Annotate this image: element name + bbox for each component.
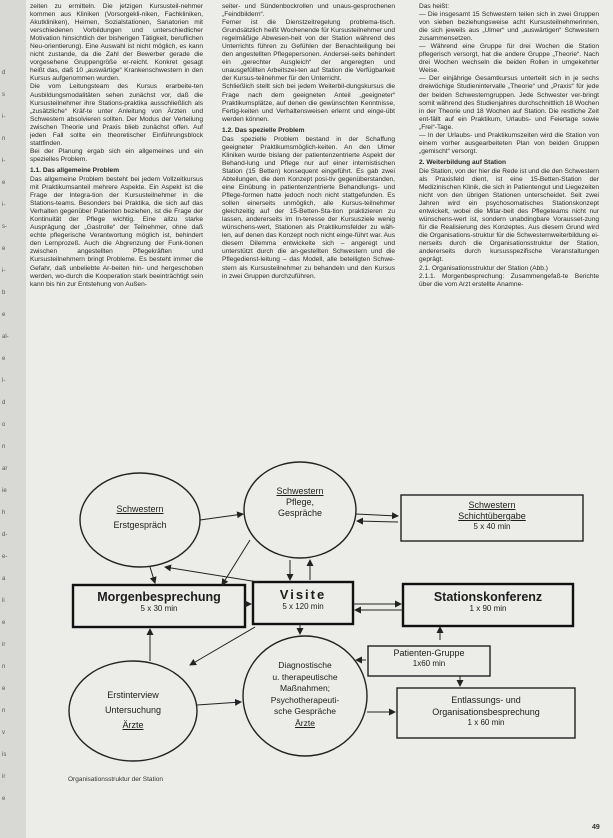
paragraph: zeiten zu ermitteln. Die jetzigen Kursusteil-nehmer kommen aus Kliniken (Vorsorgekli-niken, Fachkliniken, Akutkliniken), Heimen, Sozialstationen, Sanatorien mit verschiedenen Vorbildungen und unterschiedlicher Motivation hinsichtlich der bisherigen Tätigkeit, beruflichen Neu-orientierung). Eine Auswahl ist nicht möglich, es kann nicht zustande, da die Zahl der Bewerber gerade die vorgesehene Gruppengröße er-reicht. Konkret gesagt heißt das, daß 10 „auswärtige“ Krankenschwestern in den Kursus aufgenommen wurden.: [30, 3, 203, 83]
gutter-fragment: ir: [2, 774, 6, 780]
figure-caption: Organisationsstruktur der Station: [68, 776, 164, 783]
gutter-fragment: e: [2, 180, 6, 186]
gutter-fragment: li: [2, 598, 5, 604]
paragraph: Die Station, von der hier die Rede ist und die den Schwestern als Praxisfeld dient, ist eine 15-Betten-Station der Medizinischen Klinik, die sich in Patientengut und Liegezeiten nicht von den übrigen Stationen unterscheidet. Seit zwei Jahren wird ein psychosomatisches Stationskonzept entwickelt, wobei die Mitar-beit des Pflegeteams nicht nur wünschens-wert ist, sondern unabdingbare Vorausset-zung für die Realisierung des Konzeptes. Aus diesem Grund wird die Organisations-struktur für die Schwesternweiterbildung ei-nerseits durch die Organisationsstruktur der Station, andererseits durch kursusspezifische Veranstaltungen geprägt.: [419, 167, 599, 264]
gutter-fragment: i-: [2, 158, 6, 164]
paragraph: Das allgemeine Problem besteht bei jedem Vollzeitkursus mit Praktikumsanteil mehrere Aspekte. Ein Aspekt ist die Frage der Integra-tion der Kursusteilnehmer in die Stations-teams. Besonders bei Praktika, die sich auf das Verhalten gegenüber Patienten beziehen, ist die Frage der Kontinuität der Pflege wichtig. Eine allzu starke Ausprägung der „Gastrolle“ der Teilnehmer, ohne daß echte pflegerische Verantwortung möglich ist, behindert den Lernprozeß. Auch die Abgrenzung der Funk-tionen zwischen angestellten Pflegekräften und Kursusteilnehmern bringt Probleme. Es besteht immer die Gefahr, daß unbeliebte Ar-beiten hin- und hergeschoben werden, wo-durch die Kooperation stark beeinträchtigt sein kann bis hin zur Entstehung von Außen-: [30, 175, 203, 288]
paragraph: Das heißt:: [419, 3, 450, 10]
paragraph: seiter- und Sündenbockrollen und unaus-gesprochenen „Feindbildern“.: [222, 3, 395, 19]
schichtuebergabe-label: Schwestern Schichtübergabe 5 x 40 min: [458, 500, 526, 531]
section-heading: 1.2. Das spezielle Problem: [222, 126, 305, 134]
gutter-fragment: ir: [2, 642, 6, 648]
gutter-fragment: e: [2, 686, 6, 692]
gutter-fragment: d: [2, 400, 6, 406]
gutter-fragment: e: [2, 796, 6, 802]
paragraph: Schließlich stellt sich bei jedem Weiterbil-dungskursus die Frage nach dem geeigneten Anteil „geeigneter“ Praktikumsplätze, auf denen die gewünschten Kenntnisse, Fertig-keiten und Verhaltensweisen erlernt und einge-übt werden können.: [222, 83, 395, 123]
gutter-fragment: o: [2, 422, 6, 428]
gutter-fragment: i-: [2, 268, 6, 274]
gutter-fragment: h: [2, 510, 6, 516]
gutter-fragment: n: [2, 136, 6, 142]
gutter-fragment: ie: [2, 488, 7, 494]
paragraph: Die vom Leitungsteam des Kursus erarbeite-ten Ausbildungsmodalitäten sehen zunächst vor, daß die Kursusteilnehmer ihre Stations-praktika ausschließlich als „zusätzliche“ Kräf-te unter Anleitung von Ärzten und Schwestern absolvieren sollten. Der Modus der Verteilung zwischen Theorie und Praxis blieb zunächst offen. Auf jeden Fall sollte ein theoretischer Einführungsblock stattfinden.: [30, 83, 203, 147]
gutter-fragment: e-: [2, 554, 8, 560]
gutter-fragment: e: [2, 246, 6, 252]
paragraph: — In der Urlaubs- und Praktikumszeiten wird die Station von einem vorher ausgearbeiteten Plan von beiden Gruppen „gemischt“ versorgt.: [419, 131, 599, 155]
paragraph: Bei der Planung ergab sich ein allgemeines und ein spezielles Problem.: [30, 147, 203, 163]
gutter-fragment: v: [2, 730, 5, 736]
gutter-fragment: ar: [2, 466, 8, 472]
section-heading: 2. Weiterbildung auf Station: [419, 158, 507, 166]
paragraph: Das spezielle Problem bestand in der Schaffung geeigneter Praktikumsmöglich-keiten. An den Ulmer Kliniken wurde bislang der patientenzentrierte Aspekt der Behand-lung und Pflege nur auf einer internistischen Station (15 Betten) konsequent eingeführt. Es gab zwei Abteilungen, die dem Konzept posi-tiv gegenüberstanden, eine Einübung in patientenzentrierte Behandlungs- und Pflege-formen hatte jedoch noch nicht stattgefunden. Es sollen einerseits unmöglich, alle Kursus-teilnehmer gleichzeitig auf der 15-Betten-Sta-tion praktizieren zu lassen, andererseits im In-teresse der Kursusziele wenig wünschens-wert, Stationen als Praktikumsfelder zu wäh-len, auf denen das Konzept noch nicht einge-führt war. Aus diesem Dilemma entwickelte sich – angeregt und unterstützt durch die an-gestellten Schwestern und die Pflegedienst-leitung – das Modell, alle beteiligten Schwe-stern als Kursusteilnehmer zu behandeln und den Kursus in zwei Gruppen durchzuführen.: [222, 135, 395, 280]
gutter-fragment: n: [2, 664, 6, 670]
paragraph: — Die insgesamt 15 Schwestern teilen sich in zwei Gruppen von sieben beziehungsweise acht Kursusteilnehmerinnen, die sich jeweils aus „Ulmer“ und „auswärtigen“ Schwestern zusammensetzen.: [419, 11, 599, 43]
gutter-fragment: s-: [2, 224, 7, 230]
paragraph: 2.1.1. Morgenbesprechung: Zusammengefaß-te Berichte über die vom Arzt erstellte Anamne-: [419, 272, 599, 288]
gutter-fragment: b: [2, 290, 6, 296]
paragraph: — Während eine Gruppe für drei Wochen die Station pflegerisch versorgt, hat die andere Gruppe „Theorie“. Nach drei Wochen wechseln die beiden Rollen in umgekehrter Weise.: [419, 43, 599, 75]
gutter-fragment: al-: [2, 334, 9, 340]
gutter-fragment: e: [2, 620, 6, 626]
schwestern-erstgespraech-label: Schwestern Erstgespräch: [113, 504, 167, 530]
stationskonferenz-label: Stationskonferenz 1 x 90 min: [433, 590, 543, 613]
paragraph: Ferner ist die Dienstzeitregelung problema-tisch. Grundsätzlich heißt Wochenende für Kursusteilnehmer und regelmäßige Abwesen-heit von der Station während des Unterrichts führen zu Gefühlen der Benachteiligung bei den angestellten Pflegepersonen. Andersei-seits behindert ein „gerechter Ausgleich“ der angeregten und unausgefüllten Arbeitszei-ten auf Station die Verfügbarkeit der Kursus-teilnehmer für den Unterricht.: [222, 19, 395, 83]
gutter-fragment: e: [2, 312, 6, 318]
gutter-fragment: n: [2, 708, 6, 714]
gutter-fragment: d: [2, 70, 6, 76]
visite-label: Visite 5 x 120 min: [279, 587, 327, 611]
gutter-fragment: l-: [2, 378, 6, 384]
patientengruppe-label: Patienten-Gruppe 1x60 min: [393, 648, 465, 668]
page-number: 49: [592, 824, 600, 831]
entlassung-label: Entlassungs- und Organisationsbesprechung 1 x 60 min: [432, 695, 540, 727]
paragraph: 2.1. Organisationsstruktur der Station (Abb.): [419, 264, 549, 272]
paragraph: — Der einjährige Gesamtkursus unterteilt sich in je sechs dreiwöchige Studienintervalle „Theorie“ und „Praxis“ für jede der beiden Schwesterngruppen. Jede Schwester ver-bringt somit während des Studienjahres durchschnittlich 18 Wochen in der Theorie und 18 Wochen auf Station. Die restliche Zeit ent-fällt auf ein Praktikum, Urlaubs- und Feiertage sowie „Frei“-Tage.: [419, 75, 599, 131]
schwestern-pflege-label: Schwestern Pflege, Gespräche: [276, 486, 324, 518]
gutter-fragment: is: [2, 752, 7, 758]
gutter-fragment: i-: [2, 114, 6, 120]
gutter-fragment: d-: [2, 532, 8, 538]
gutter-fragment: n: [2, 444, 6, 450]
gutter-fragment: a: [2, 576, 6, 582]
erstinterview-label: Erstinterview Untersuchung Ärzte: [104, 690, 162, 730]
gutter-fragment: s: [2, 92, 5, 98]
gutter-fragment: i-: [2, 202, 6, 208]
gutter-fragment: e: [2, 356, 6, 362]
section-heading: 1.1. Das allgemeine Problem: [30, 166, 120, 174]
morgenbesprechung-label: Morgenbesprechung 5 x 30 min: [97, 590, 221, 613]
diagnostische-label: Diagnostische u. therapeutische Maßnahmen; Psychotherapeuti- sche Gespräche Ärzte: [270, 660, 340, 728]
